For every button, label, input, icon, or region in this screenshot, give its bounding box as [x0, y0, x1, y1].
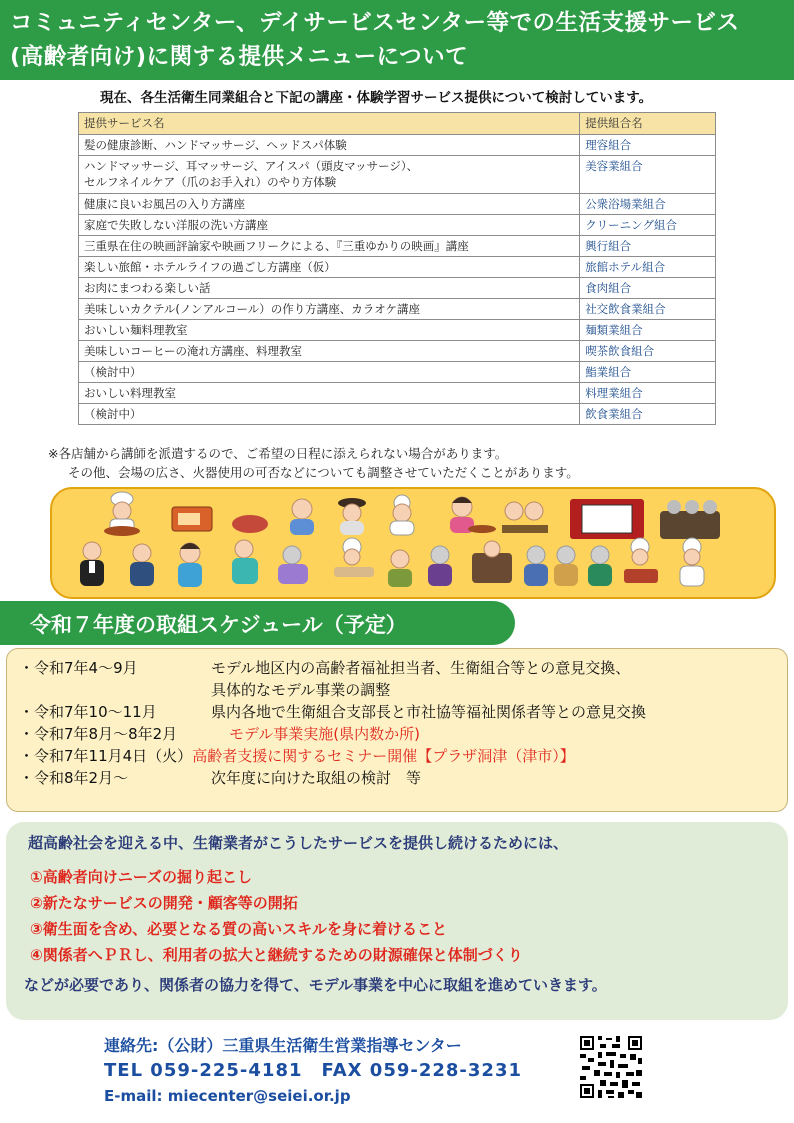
- table-row: [79, 194, 716, 215]
- intro-text: 現在、各生活衛生同業組合と下記の講座・体験学習サービス提供について検討しています。: [100, 90, 653, 106]
- note-line1: ※各店舗から講師を派遣するので、ご希望の日程に添えられない場合があります。: [48, 446, 508, 461]
- goal-item: ①高齢者向けニーズの掘り起こし: [30, 868, 252, 886]
- schedule-heading: 令和７年度の取組スケジュール（予定）: [0, 601, 515, 645]
- table-row: [79, 299, 716, 320]
- oven-window: [178, 513, 200, 525]
- schedule-desc: モデル事業実施(県内数か所): [229, 725, 420, 743]
- union-name: 飲食業組合: [580, 404, 716, 425]
- bartender-figure: [80, 542, 104, 586]
- service-name: 三重県在住の映画評論家や映画フリークによる、『三重ゆかりの映画』講座: [79, 236, 580, 257]
- service-name: （検討中）: [79, 404, 580, 425]
- service-name: おいしい麺料理教室: [79, 320, 580, 341]
- service-name: 美味しいコーヒーの淹れ方講座、料理教室: [79, 341, 580, 362]
- schedule-date: ・令和8年2月～: [19, 769, 129, 787]
- schedule-desc: 県内各地で生衛組合支部長と市社協等福祉関係者等との意見交換: [211, 703, 647, 721]
- table-row: [79, 135, 716, 156]
- goals-lead: 超高齢社会を迎える中、生衛業者がこうしたサービスを提供し続けるためには、: [28, 834, 569, 852]
- service-name-line1: ハンドマッサージ、耳マッサージ、アイスパ（頭皮マッサージ）、: [84, 159, 419, 173]
- contact-org: 連絡先:（公財）三重県生活衛生営業指導センター: [104, 1036, 462, 1055]
- schedule-item: [19, 767, 775, 789]
- goals-closing: などが必要であり、関係者の協力を得て、モデル事業を中心に取組を進めていきます。: [24, 976, 607, 994]
- union-name: 料理業組合: [580, 383, 716, 404]
- schedule-item: [19, 657, 775, 679]
- illustration-figures: [52, 489, 776, 599]
- contact-phone: TEL 059-225-4181 FAX 059-228-3231: [104, 1060, 522, 1081]
- page-title-line2: (高齢者向け)に関する提供メニューについて: [10, 44, 469, 70]
- table-row: [79, 362, 716, 383]
- schedule-item: [19, 745, 775, 767]
- service-name: お肉にまつわる楽しい話: [79, 278, 580, 299]
- union-name: 旅館ホテル組合: [580, 257, 716, 278]
- schedule-desc: 高齢者支援に関するセミナー開催【プラザ洞津（津市）】: [192, 747, 575, 765]
- table-row: [79, 341, 716, 362]
- schedule-item-continued: [19, 679, 775, 701]
- union-name: 麺類業組合: [580, 320, 716, 341]
- schedule-desc: モデル地区内の高齢者福祉担当者、生衛組合等との意見交換、: [211, 659, 631, 677]
- schedule-item: [19, 723, 775, 745]
- stylist-body: [290, 519, 314, 535]
- service-workers-and-seniors-illustration: [50, 487, 776, 599]
- service-name: 楽しい旅館・ホテルライフの過ごし方講座（仮）: [79, 257, 580, 278]
- service-name: [79, 156, 580, 194]
- service-name: おいしい料理教室: [79, 383, 580, 404]
- note-line2: その他、会場の広さ、火器使用の可否などについても調整させていただくことがあります。: [68, 465, 579, 480]
- schedule-desc: 次年度に向けた取組の検討 等: [211, 769, 422, 787]
- table-row: [79, 404, 716, 425]
- schedule-box: [6, 648, 788, 812]
- union-name: 喫茶飲食組合: [580, 341, 716, 362]
- contact-block: [104, 1034, 522, 1108]
- union-name: 理容組合: [580, 135, 716, 156]
- schedule-date: ・令和7年4～9月: [19, 659, 138, 677]
- page-title-line1: コミュニティセンター、デイサービスセンター等での生活支援サービス: [10, 10, 740, 36]
- bowl-icon: [232, 515, 268, 533]
- table-row: [79, 156, 716, 194]
- table-header-service: 提供サービス名: [79, 113, 580, 135]
- table-row: [79, 320, 716, 341]
- notes: [48, 444, 579, 482]
- chef-figure: [104, 492, 140, 536]
- table-row: [79, 383, 716, 404]
- contact-email[interactable]: E-mail: miecenter@seiei.or.jp: [104, 1087, 351, 1105]
- service-table: [78, 112, 716, 425]
- stylist-head: [292, 499, 312, 519]
- schedule-item: [19, 701, 775, 723]
- qr-code-graphic: [578, 1034, 644, 1100]
- union-name: 食肉組合: [580, 278, 716, 299]
- schedule-date: ・令和7年11月4日（火）: [19, 747, 193, 765]
- goal-item: ③衛生面を含め、必要となる質の高いスキルを身に着けること: [30, 920, 447, 938]
- title-band: [0, 0, 794, 80]
- union-name: 鮨業組合: [580, 362, 716, 383]
- qr-code-icon[interactable]: [578, 1034, 644, 1100]
- union-name: 社交飲食業組合: [580, 299, 716, 320]
- schedule-date: ・令和7年8月～8年2月: [19, 725, 178, 743]
- table-row: [79, 215, 716, 236]
- goal-item: ②新たなサービスの開発・顧客等の開拓: [30, 894, 298, 912]
- service-name: （検討中）: [79, 362, 580, 383]
- table-row: [79, 278, 716, 299]
- goal-item: ④関係者へＰＲし、利用者の拡大と継続するための財源確保と体制づくり: [30, 946, 523, 964]
- service-name: 髪の健康診断、ハンドマッサージ、ヘッドスパ体験: [79, 135, 580, 156]
- service-name: 美味しいカクテル(ノンアルコール）の作り方講座、カラオケ講座: [79, 299, 580, 320]
- service-name-line2: セルフネイルケア（爪のお手入れ）のやり方体験: [84, 175, 337, 189]
- schedule-desc-line2: 具体的なモデル事業の調整: [211, 681, 391, 699]
- service-name: 健康に良いお風呂の入り方講座: [79, 194, 580, 215]
- union-name: 公衆浴場業組合: [580, 194, 716, 215]
- union-name: 興行組合: [580, 236, 716, 257]
- table-row: [79, 257, 716, 278]
- table-row: [79, 236, 716, 257]
- table-header-union: 提供組合名: [580, 113, 716, 135]
- schedule-date: ・令和7年10～11月: [19, 703, 157, 721]
- goals-box: [6, 822, 788, 1020]
- union-name: クリーニング組合: [580, 215, 716, 236]
- service-name: 家庭で失敗しない洋服の洗い方講座: [79, 215, 580, 236]
- union-name: 美容業組合: [580, 156, 716, 194]
- goals-list: [24, 864, 770, 968]
